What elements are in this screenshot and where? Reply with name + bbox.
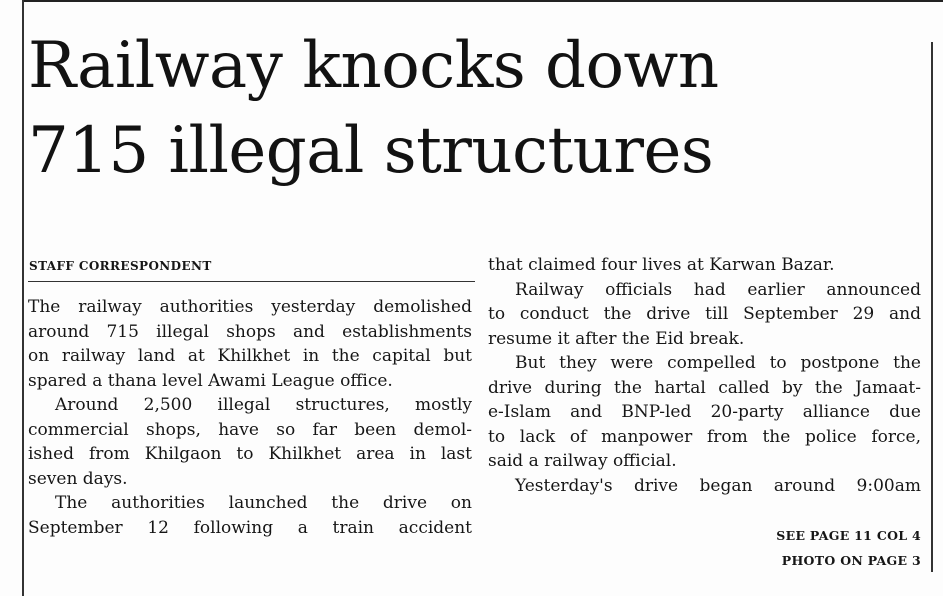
article-text-line: September 12 following a train accident [28, 517, 472, 538]
article-text-line: to lack of manpower from the police force, [488, 426, 921, 447]
byline-divider [28, 281, 475, 282]
article-text-line: Railway officials had earlier announced [515, 279, 921, 300]
article-column-right [488, 253, 921, 498]
headline-line-1: Railway knocks down [28, 29, 719, 103]
continued-on-page-note: SEE PAGE 11 COL 4 [776, 528, 921, 543]
article-column-left [28, 295, 472, 540]
article-text-line: said a railway official. [488, 451, 677, 471]
article-text-line: Yesterday's drive began around 9:00am [515, 475, 921, 496]
top-border-rule [22, 0, 943, 2]
headline-line-2: 715 illegal structures [28, 114, 714, 188]
article-text-line: ished from Khilgaon to Khilkhet area in last [28, 444, 472, 464]
article-text-line: Around 2,500 illegal structures, mostly [55, 395, 472, 415]
byline: STAFF CORRESPONDENT [29, 259, 212, 273]
article-text-line: on railway land at Khilkhet in the capital but [28, 346, 472, 366]
article-text-line: resume it after the Eid break. [488, 328, 745, 349]
article-text-line: But they were compelled to postpone the [515, 353, 921, 373]
article-text-line: to conduct the drive till September 29 and [488, 304, 921, 324]
article-text-line: that claimed four lives at Karwan Bazar. [488, 255, 835, 275]
article-text-line: around 715 illegal shops and establishments [28, 321, 472, 342]
article-text-line: The railway authorities yesterday demolished [28, 297, 472, 317]
article-text-line: commercial shops, have so far been demol- [28, 419, 472, 440]
article-text-line: spared a thana level Awami League office. [28, 370, 393, 391]
article-text-line: drive during the hartal called by the Jamaat- [488, 377, 921, 398]
photo-reference-note: PHOTO ON PAGE 3 [781, 553, 921, 568]
right-border-rule [931, 42, 933, 572]
article-text-line: e-Islam and BNP-led 20-party alliance due [488, 402, 921, 422]
left-border-rule [22, 0, 24, 596]
headline [28, 24, 928, 194]
article-text-line: The authorities launched the drive on [55, 493, 472, 513]
article-text-line: seven days. [28, 468, 128, 489]
